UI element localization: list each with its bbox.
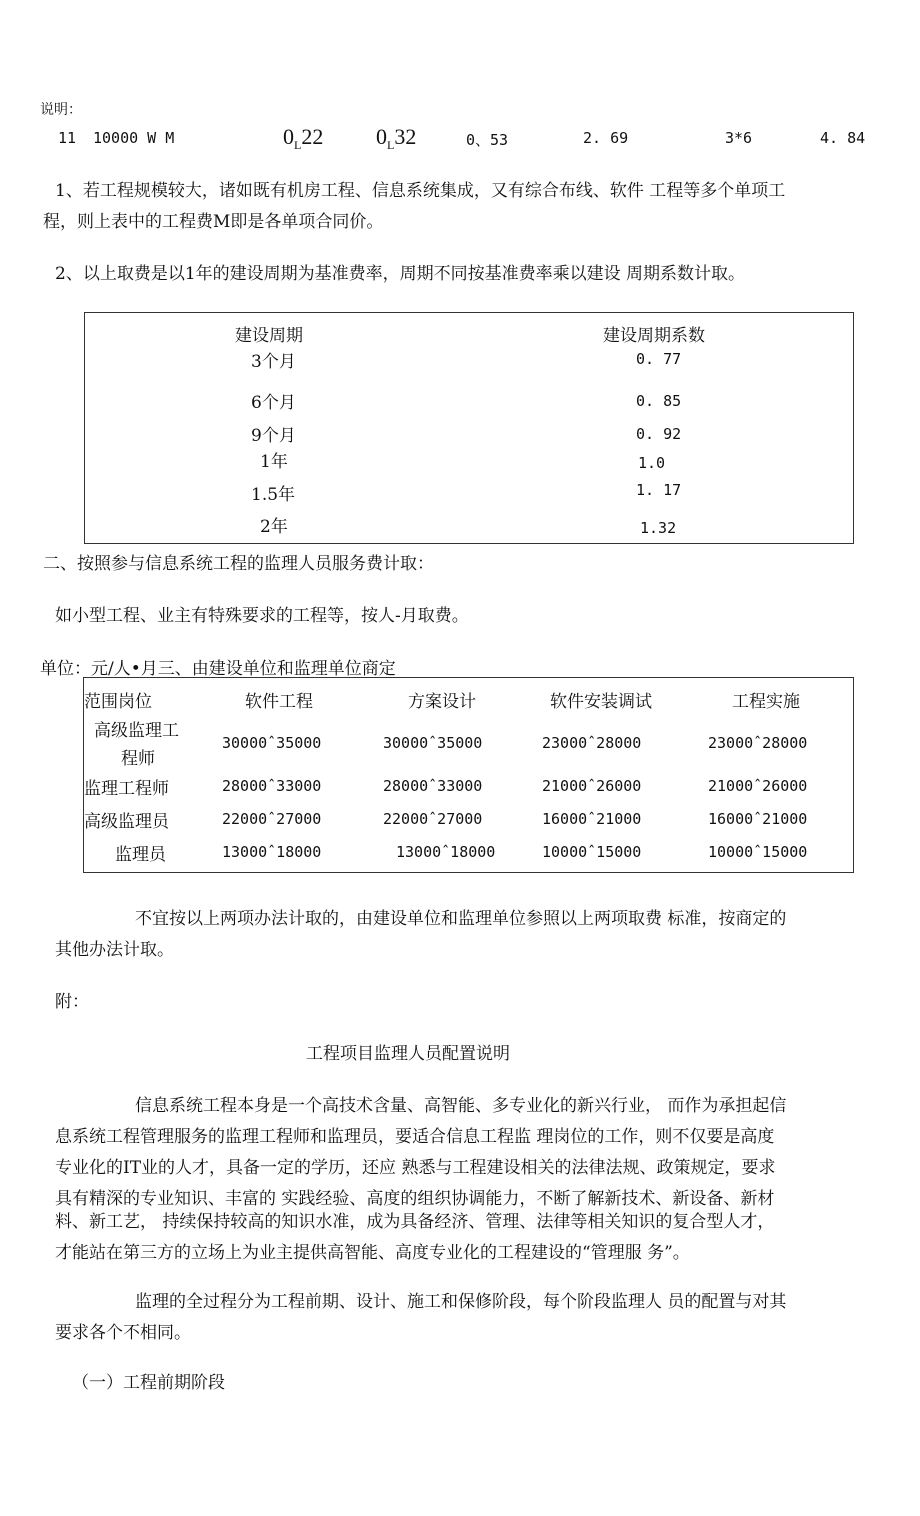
staff-role: 高级监理工 bbox=[94, 721, 179, 741]
staff-role: 监理工程师 bbox=[84, 779, 169, 799]
note1-line1: 1、若工程规模较大，诸如既有机房工程、信息系统集成，又有综合布线、软件 工程等多个单项工 bbox=[55, 181, 786, 201]
staff-fee: 16000ˆ21000 bbox=[708, 810, 808, 828]
staff-fee: 23000ˆ28000 bbox=[708, 734, 808, 752]
staff-fee: 30000ˆ35000 bbox=[222, 734, 322, 752]
para-a-line: 专业化的IT业的人才，具备一定的学历，还应 熟悉与工程建设相关的法律法规、政策规定，要求 bbox=[55, 1158, 776, 1178]
period-table bbox=[84, 312, 854, 544]
top-row-c6: 2. 69 bbox=[583, 129, 629, 147]
para-a-line: 料、新工艺， 持续保持较高的知识水准，成为具备经济、管理、法律等相关知识的复合型人才， bbox=[55, 1212, 775, 1232]
staff-fee: 22000ˆ27000 bbox=[222, 810, 322, 828]
note2: 2、以上取费是以1年的建设周期为基准费率，周期不同按基准费率乘以建设 周期系数计取。 bbox=[55, 264, 746, 284]
appendix-label: 附： bbox=[55, 992, 89, 1012]
para-b-line: 要求各个不相同。 bbox=[55, 1323, 191, 1343]
note-label: 说明： bbox=[40, 102, 82, 118]
top-row-c3: $0_L22$ bbox=[283, 124, 324, 152]
top-row-c4: $0_L32$ bbox=[376, 124, 417, 152]
staff-fee: 28000ˆ33000 bbox=[222, 777, 322, 795]
staff-fee-table bbox=[83, 677, 854, 873]
staff-header: 范围岗位 bbox=[84, 692, 152, 712]
top-row-c8: 4. 84 bbox=[820, 129, 866, 147]
period-row-value: 0. 92 bbox=[636, 425, 682, 443]
section2-title: 二、按照参与信息系统工程的监理人员服务费计取： bbox=[43, 554, 434, 574]
period-row-label: 9个月 bbox=[251, 426, 296, 446]
staff-fee: 30000ˆ35000 bbox=[383, 734, 483, 752]
staff-fee: 10000ˆ15000 bbox=[708, 843, 808, 861]
top-row-c5: 0、53 bbox=[466, 131, 509, 149]
staff-header: 软件工程 bbox=[245, 692, 313, 712]
staff-fee: 23000ˆ28000 bbox=[542, 734, 642, 752]
staff-fee: 21000ˆ26000 bbox=[542, 777, 642, 795]
para-a-line: 息系统工程管理服务的监理工程师和监理员，要适合信息工程监 理岗位的工作，则不仅要是高度 bbox=[55, 1127, 775, 1147]
period-row-value: 0. 85 bbox=[636, 392, 682, 410]
para-a-line: 信息系统工程本身是一个高技术含量、高智能、多专业化的新兴行业， 而作为承担起信 bbox=[135, 1096, 787, 1116]
staff-role: 监理员 bbox=[115, 845, 166, 865]
subsection-title: （一）工程前期阶段 bbox=[72, 1373, 225, 1393]
period-row-label: 3个月 bbox=[251, 352, 296, 372]
staff-header: 工程实施 bbox=[732, 692, 800, 712]
staff-fee: 21000ˆ26000 bbox=[708, 777, 808, 795]
top-row-c1: 11 bbox=[58, 129, 77, 147]
staff-role-cont: 程师 bbox=[121, 749, 155, 769]
staff-fee: 13000ˆ18000 bbox=[222, 843, 322, 861]
para-other-line2: 其他办法计取。 bbox=[55, 940, 174, 960]
staff-fee: 10000ˆ15000 bbox=[542, 843, 642, 861]
staff-header: 软件安装调试 bbox=[550, 692, 652, 712]
staff-header: 方案设计 bbox=[408, 692, 476, 712]
appendix-title: 工程项目监理人员配置说明 bbox=[306, 1044, 510, 1064]
period-row-value: 1. 17 bbox=[636, 481, 682, 499]
staff-fee: 13000ˆ18000 bbox=[396, 843, 496, 861]
staff-fee: 22000ˆ27000 bbox=[383, 810, 483, 828]
note1-line2: 程，则上表中的工程费M即是各单项合同价。 bbox=[43, 212, 384, 232]
top-row-c2: 10000 W M bbox=[93, 129, 175, 147]
unit-line: 单位：元/人•月三、由建设单位和监理单位商定 bbox=[40, 659, 396, 679]
period-row-value: 1.32 bbox=[640, 519, 677, 537]
period-row-label: 2年 bbox=[260, 517, 288, 537]
period-row-label: 6个月 bbox=[251, 393, 296, 413]
period-row-label: 1.5年 bbox=[251, 485, 296, 505]
period-header-2: 建设周期系数 bbox=[603, 326, 705, 346]
top-row-c7: 3*6 bbox=[725, 129, 753, 147]
period-header-1: 建设周期 bbox=[235, 326, 303, 346]
staff-fee: 28000ˆ33000 bbox=[383, 777, 483, 795]
para-a-line: 才能站在第三方的立场上为业主提供高智能、高度专业化的工程建设的“管理服 务”。 bbox=[55, 1243, 690, 1263]
period-row-label: 1年 bbox=[260, 452, 288, 472]
para-b-line: 监理的全过程分为工程前期、设计、施工和保修阶段，每个阶段监理人 员的配置与对其 bbox=[135, 1292, 787, 1312]
period-row-value: 0. 77 bbox=[636, 350, 682, 368]
period-row-value: 1.0 bbox=[638, 454, 666, 472]
para-a-line: 具有精深的专业知识、丰富的 实践经验、高度的组织协调能力，不断了解新技术、新设备、新材 bbox=[55, 1189, 775, 1209]
section2-text: 如小型工程、业主有特殊要求的工程等，按人-月取费。 bbox=[55, 606, 469, 626]
para-other-line1: 不宜按以上两项办法计取的，由建设单位和监理单位参照以上两项取费 标准，按商定的 bbox=[135, 909, 787, 929]
staff-role: 高级监理员 bbox=[84, 812, 169, 832]
staff-fee: 16000ˆ21000 bbox=[542, 810, 642, 828]
